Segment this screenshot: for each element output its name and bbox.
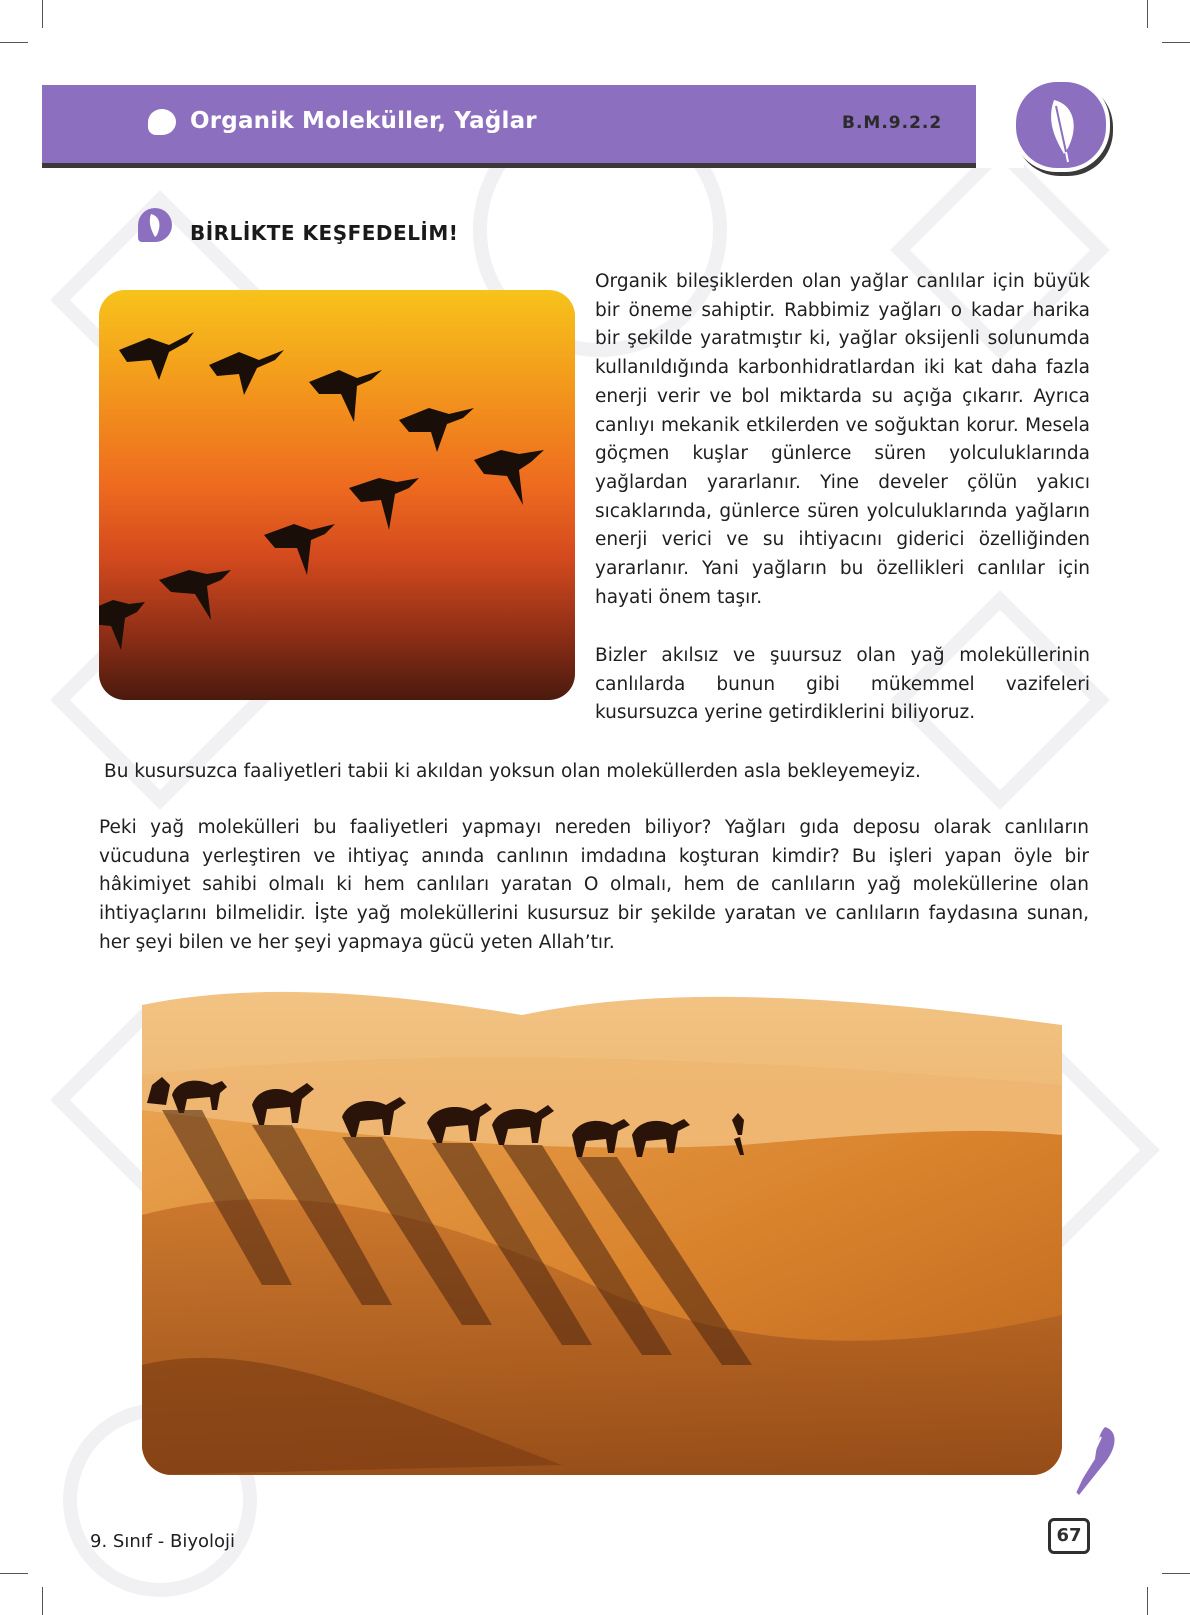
page-number: 67 [1048,1518,1090,1554]
bird-silhouettes [99,290,575,700]
section-title: BİRLİKTE KEŞFEDELİM! [190,221,459,245]
second-paragraph: Bizler akılsız ve şuursuz olan yağ moleküllerinin canlılarda bunun gibi mükemmel vazifeleri kusursuzca yerine getirdiklerini biliyoruz. [595,645,1090,724]
middle-paragraph: Bu kusursuzca faaliyetleri tabii ki akıldan yoksun olan moleküllerden asla bekleyemeyiz. [104,761,921,782]
quill-icon [138,208,172,242]
conclusion-paragraph: Peki yağ molekülleri bu faaliyetleri yapmayı nereden biliyor? Yağları gıda deposu olarak canlıların vücuduna yerleştiren ve ihtiyaç anında canlının imdadına koşturan kimdir? Bu işleri yapan öyle bir hâkimiyet sahibi olmalı ki hem canlıları yaratan O olmalı, hem de canlıların yağ moleküllerine olan ihtiyaçlarını bilmelidir. İşte yağ moleküllerini kusursuz bir şekilde yaratan ve canlıların faydasına sunan, her şeyi bilen ve her şeyi yapmaya gücü yeten Allah’tır. [99,817,1089,953]
header-bullet-icon [148,109,176,135]
curriculum-code: B.M.9.2.2 [842,113,943,133]
desert-scene [142,985,1062,1475]
migrating-birds-photo [99,290,575,700]
quill-inkwell-icon [1045,1425,1125,1525]
desert-caravan-photo [142,985,1062,1475]
header-badge [1012,78,1110,172]
book-title: 9. Sınıf - Biyoloji [90,1531,236,1552]
section-badge [138,208,172,242]
quill-icon [1016,82,1106,168]
chapter-title: Organik Moleküller, Yağlar [190,108,537,134]
intro-paragraph: Organik bileşiklerden olan yağlar canlılar için büyük bir öneme sahiptir. Rabbimiz yağları o kadar harika bir şekilde yaratmıştır ki, yağlar oksijenli solunumda kullanıldığında karbonhidratlardan iki kat daha fazla enerji verir ve bol miktarda su açığa çıkarır. Ayrıca canlıyı mekanik etkilerden ve soğuktan korur. Mesela göçmen kuşlar günlerce süren yolculuklarında yağlardan yararlanır. Yine develer çölün yakıcı sıcaklarında, günlerce süren yolculuklarında yağların enerji verici ve su ihtiyacını giderici özelliğinden yararlanır. Yani yağların bu özellikleri canlılar için hayati önem taşır. [595,271,1090,608]
